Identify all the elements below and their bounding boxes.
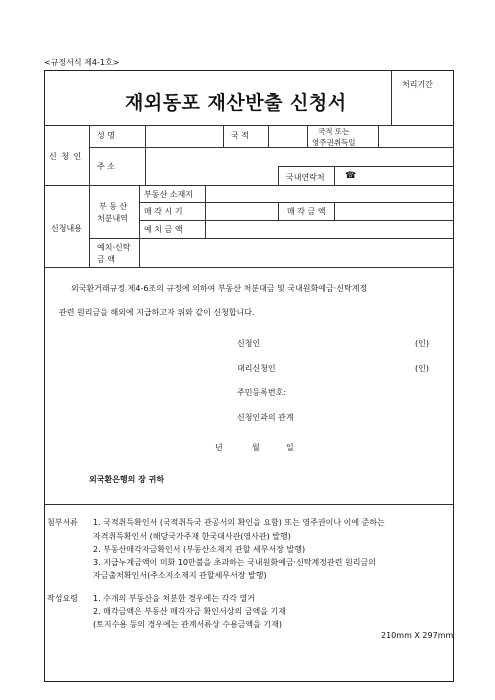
date-month: 월 — [252, 443, 260, 452]
sale-amount-label: 매 각 금 액 — [287, 207, 326, 216]
resident-number-label: 주민등록번호: — [237, 388, 287, 397]
proxy-signature-label: 대리신청인 — [237, 364, 276, 373]
location-label: 부동산 소재지 — [144, 190, 193, 199]
trust-label-line1: 예치·신탁 — [97, 243, 131, 252]
application-form — [44, 70, 454, 682]
sale-date-label: 매 각 시 기 — [144, 207, 183, 216]
applicant-section-label: 신 청 인 — [49, 152, 83, 161]
attachment-line: 3. 지급누계금액이 미화 10만불을 초과하는 국내원화예금·신탁계정관련 원리금의 — [93, 558, 376, 567]
domestic-contact-label: 국내연락처 — [286, 173, 325, 182]
form-number: <규정서식 제4-1호> — [44, 58, 120, 67]
date-year: 년 — [215, 443, 223, 452]
applicant-signature-label: 신청인 — [237, 339, 261, 348]
permit-label-line2: 영주권취득일 — [312, 138, 356, 147]
instruction-line: (토지수용 등의 경우에는 관계서류상 수용금액을 기재) — [93, 620, 282, 629]
name-label: 성 명 — [97, 131, 115, 140]
deposit-amount-label: 예 치 금 액 — [144, 225, 183, 234]
attachment-line: 1. 국적취득확인서 (국적취득국 관공서의 확인을 요함) 또는 영주권이나 이에 준하는 — [93, 518, 385, 527]
instructions-label: 작성요령 — [47, 594, 78, 603]
processing-period-label: 처리기간 — [402, 80, 433, 89]
attachments-label: 첨부서류 — [47, 518, 78, 527]
relation-label: 신청인과의 관계 — [237, 413, 294, 422]
instruction-line: 2. 매각금액은 부동산 매각자금 확인서상의 금액을 기재 — [93, 607, 286, 616]
attachment-line: 자격취득확인서 (해당국가주재 한국대사관(영사관) 발행) — [93, 532, 291, 541]
phone-icon: ☎ — [345, 171, 357, 181]
permit-label-line1: 국적 또는 — [318, 127, 350, 136]
statement-line2: 관련 원리금을 해외에 지급하고자 위와 같이 신청합니다. — [59, 308, 255, 317]
attachment-line: 2. 부동산매각자금확인서 (부동산소재지 관할 세무서장 발행) — [93, 545, 306, 554]
attachment-line: 자금출처확인서(주소지소재지 관할세무서장 발행) — [93, 571, 267, 580]
real-estate-label-line2: 처분내역 — [97, 214, 128, 223]
instruction-line: 1. 수개의 부동산을 처분한 경우에는 각각 열거 — [93, 594, 255, 603]
date-day: 일 — [286, 443, 294, 452]
statement-line1: 외국환거래규정 제4-6조의 규정에 의하여 부동산 처분대금 및 국내원화예금·신탁계정 — [71, 284, 368, 293]
proxy-seal: (인) — [415, 364, 429, 373]
nationality-label: 국 적 — [231, 131, 249, 140]
applicant-seal: (인) — [415, 339, 429, 348]
address-label: 주 소 — [97, 162, 115, 171]
addressee: 외국환은행의 장 귀하 — [89, 475, 165, 484]
form-title: 재외동포 재산반출 신청서 — [125, 92, 347, 114]
paper-size: 210mm X 297mm — [381, 631, 454, 640]
real-estate-label-line1: 부 동 산 — [99, 202, 128, 211]
trust-label-line2: 금 액 — [97, 255, 115, 264]
application-section-label: 신청내용 — [51, 224, 82, 233]
